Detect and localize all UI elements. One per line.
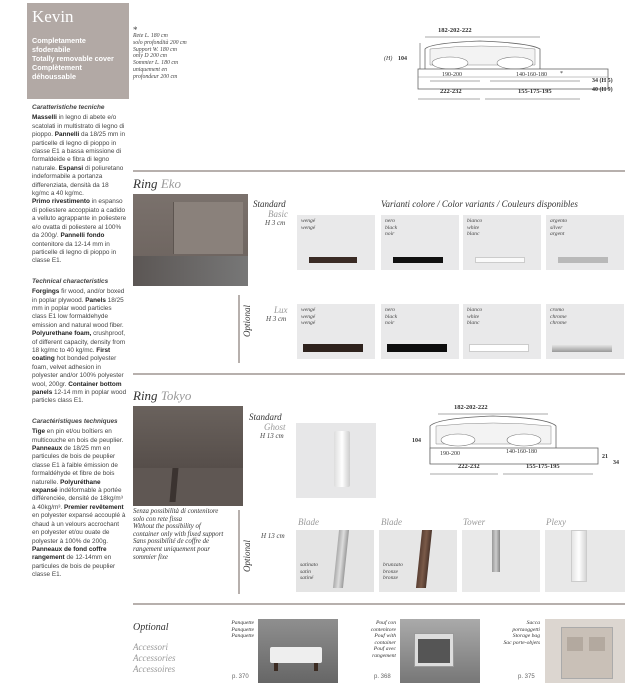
tokyo-bed-drawing: [408, 402, 626, 482]
tokyo-optional-label: Optional: [242, 540, 252, 573]
tokyo-optional-bar: [238, 510, 240, 594]
lux-variant-chrome: cromo chrome chrome: [546, 304, 624, 359]
tech-italian: Caratteristiche tecniche Masselli in legno di abete e/o scatolati in multistrato di legno di pioppo. Pannelli da 18/25 mm in particelle di legno di pioppo in classe E1 a bassa emissione di formaldeide e fibra di legno naturale. Espansi di poliuretano indeformabile a portanza differenziata, densità da 18 kg/mc a 40 kg/mc. Primo rivestimento in espanso di poliestere accoppiato a cadido a velluto agrappante in poliestere e/o ovatta di poliestere al 100% da 200g/. Pannelli fondo contenitore da 12-14 mm in particelle di legno di pioppo in classe E1.: [32, 104, 127, 265]
tokyo-dim-height: 104: [412, 438, 421, 444]
tokyo-dim-inner-length: 190-200: [440, 451, 460, 457]
dim-inner-mark: *: [560, 71, 563, 77]
tech-english: Technical characteristics Forgings fir wood, and/or boxed in poplar plywood. Panels 18/25 mm in poplar wood particles class E1 low formaldehyde emission and natural wood fiber. Polyurethane foam, crushproof, of different capacity, density from 18 kg/mc to 40 kg/mc. First coating hot bonded polyester foam, velvet adhesion in polyester and/or 100% polyester wool, 200gr. Container bottom panels 12-14 mm in poplar wood particles class E1.: [32, 277, 127, 405]
foot-blade-satin: satinato satin satiné: [296, 530, 374, 592]
acc-pouf-photo: [400, 619, 480, 683]
eko-variant-silver: argento silver argent: [546, 215, 624, 270]
tokyo-dim-bottom-width: 155-175-195: [526, 463, 560, 470]
tokyo-dim-bottom-length: 222-232: [458, 463, 480, 470]
accessories-labels: Accessori Accessories Accessoires: [133, 642, 176, 674]
acc-bag-photo: [545, 619, 625, 683]
product-title: Kevin: [32, 7, 74, 26]
dim-bottom-width: 155-175-195: [518, 88, 552, 95]
eko-optional-bar: [238, 295, 240, 363]
tokyo-ghost-foot: [296, 423, 376, 498]
eko-variant-wenge: wengé wengé: [297, 215, 375, 270]
eko-standard-labels: Standard Basic H 3 cm: [253, 199, 288, 227]
acc-bag-caption: Sacca portaoggetti Storage bag Sac porte-objets: [503, 620, 540, 646]
acc-panquette-page: p. 370: [232, 674, 249, 680]
foot-name-blade-bronze: Blade: [381, 517, 402, 527]
eko-title: Ring Eko: [133, 176, 182, 191]
foot-name-blade-satin: Blade: [298, 517, 319, 527]
bed-drawing: [380, 25, 620, 105]
lux-variant-white: bianco white blanc: [463, 304, 541, 359]
eko-optional-label: Optional: [242, 305, 252, 338]
accessories-optional: Optional: [133, 622, 169, 633]
section-rule-tokyo: [133, 373, 625, 375]
tokyo-dim-inner-width: 140-160-180: [506, 449, 537, 455]
foot-name-tower: Tower: [463, 517, 486, 527]
dim-height-label: (H): [384, 56, 393, 62]
tokyo-note: Senza possibilità di contenitore solo con rete fissa Without the possibility of container only with fixed support Sans possibilité de coffre de rangement uniquement pour sommier fixe: [133, 508, 224, 561]
tech-french: Caractéristiques techniques Tige en pin et/ou boîtiers en multicouche en bois de peuplier. Panneaux de 18/25 mm en particules de bois de peuplier classe E1 à faible émission de formaldéhyde et fibre de bois naturelle. Polyuréthane expansé indéformable à portée différenciée, densité de 18kg/m³ à 40kg/m³. Premier revêtement en polyester expansé accouplé à chaud à un velours accrochant en polyester et/ou ouate de polyester à 100% de 200g. Panneaux de fond coffre rangement de 12-14mm en particules de bois de peuplier classe E1.: [32, 417, 126, 579]
tokyo-opt-h: H 13 cm: [261, 532, 285, 540]
eko-lux-labels: Lux H 3 cm: [266, 305, 288, 323]
dim-bottom-length: 222-232: [440, 88, 462, 95]
foot-blade-bronze: brunzato bronze bronze: [379, 530, 457, 592]
acc-panquette-caption: Panquette Panquette Panquette: [231, 620, 254, 639]
tokyo-dimension-diagram: [408, 402, 626, 482]
brand-subtitle-fr: Complètement déhoussable: [32, 63, 82, 81]
lux-variant-wenge: wengé wengé wengé: [297, 304, 375, 359]
variants-title: Varianti colore / Color variants / Couleurs disponibles: [381, 199, 578, 209]
brand-box: [27, 3, 129, 99]
tokyo-photo: [133, 406, 243, 506]
acc-pouf-caption: Pouf con contenitore Pouf with container Pouf avec rangement: [370, 620, 396, 659]
tokyo-title: Ring Tokyo: [133, 388, 192, 403]
foot-plexy: [545, 530, 625, 592]
lux-variant-black: nero black noir: [381, 304, 459, 359]
tokyo-dim-right-2: 34: [613, 460, 619, 466]
dim-right-2: 40 (H 9): [592, 87, 613, 93]
tokyo-standard-labels: Standard Ghost H 13 cm: [249, 412, 286, 440]
bed-dimension-diagram: [380, 25, 620, 105]
eko-variant-black: nero black noir: [381, 215, 459, 270]
brand-subtitle-en: Totally removable cover: [32, 54, 114, 63]
dim-width: 182-202-222: [438, 27, 472, 34]
technical-characteristics: [32, 104, 127, 590]
foot-name-plexy: Plexy: [546, 517, 566, 527]
support-note: * Rete L. 180 cm solo profondità 200 cm Support W. 180 cm only D 200 cm Sommier L. 180 cm uniquement en profondeur 200 cm: [133, 25, 187, 80]
foot-tower: [462, 530, 540, 592]
dim-inner-width: 140-160-180: [516, 72, 547, 78]
section-rule-eko: [133, 170, 625, 172]
brand-subtitle-it: Completamente sfoderabile: [32, 36, 86, 54]
section-rule-accessories: [133, 603, 625, 605]
eko-photo: [133, 194, 248, 286]
dim-inner-length: 190-200: [442, 72, 462, 78]
dim-height: 104: [398, 56, 407, 62]
acc-pouf-page: p. 368: [374, 674, 391, 680]
dim-right-1: 34 (H 5): [592, 78, 613, 84]
tokyo-dim-right-1: 21: [602, 454, 608, 460]
acc-panquette-photo: [258, 619, 338, 683]
eko-variant-white: bianco white blanc: [463, 215, 541, 270]
acc-bag-page: p. 375: [518, 674, 535, 680]
tokyo-dim-width: 182-202-222: [454, 404, 488, 411]
